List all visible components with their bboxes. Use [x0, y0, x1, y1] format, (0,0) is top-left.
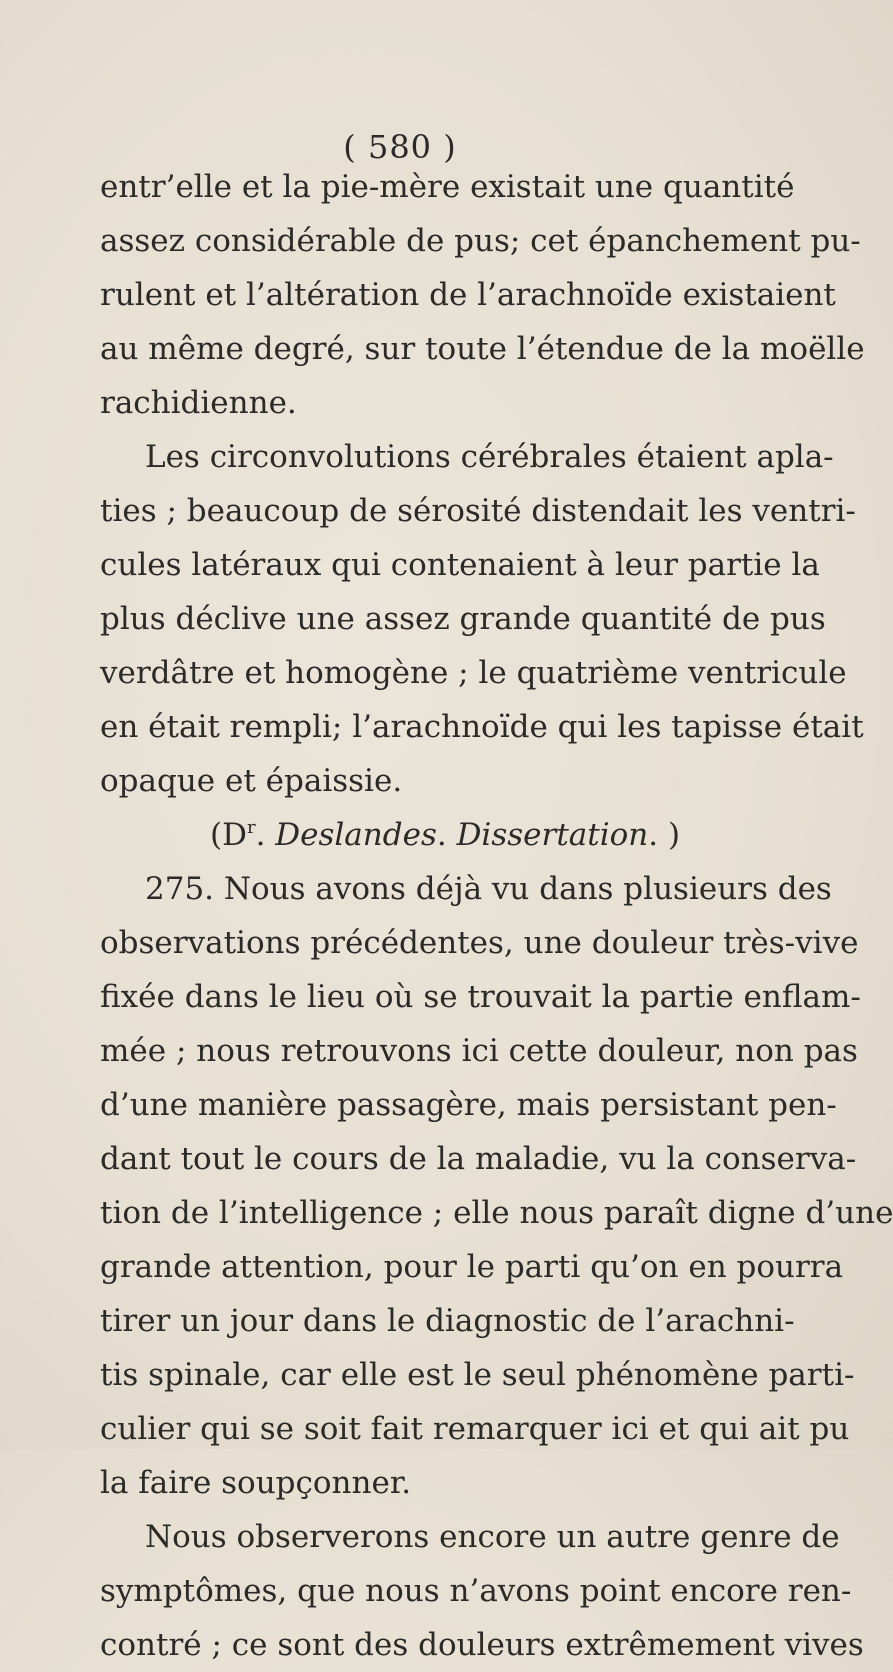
text-line: tion de l’intelligence ; elle nous paraît digne d’une — [100, 1195, 893, 1231]
text-line: verdâtre et homogène ; le quatrième ventricule — [100, 655, 847, 691]
text-line: cules latéraux qui contenaient à leur partie la — [100, 547, 820, 583]
text-line: culier qui se soit fait remarquer ici et qui ait pu — [100, 1411, 850, 1447]
text-line: grande attention, pour le parti qu’on en pourra — [100, 1249, 844, 1285]
citation-dot: . — [255, 817, 276, 853]
text-line: dant tout le cours de la maladie, vu la conserva- — [100, 1141, 857, 1177]
text-line: en était rempli; l’arachnoïde qui les tapisse était — [100, 709, 864, 745]
text-line: rulent et l’altération de l’arachnoïde existaient — [100, 277, 836, 313]
page-body — [100, 160, 893, 1672]
text-line: 275. Nous avons déjà vu dans plusieurs des — [145, 871, 832, 907]
page-number: ( 580 ) — [343, 128, 457, 166]
citation-separator: . — [436, 817, 457, 853]
text-line: contré ; ce sont des douleurs extrêmement vives — [100, 1627, 864, 1663]
text-line: opaque et épaissie. — [100, 763, 403, 799]
text-line: tis spinale, car elle est le seul phénomène parti- — [100, 1357, 855, 1393]
text-line: la faire soupçonner. — [100, 1465, 412, 1501]
text-line: plus déclive une assez grande quantité de pus — [100, 601, 826, 637]
text-line: symptômes, que nous n’avons point encore ren- — [100, 1573, 852, 1609]
text-line: ties ; beaucoup de sérosité distendait les ventri- — [100, 493, 856, 529]
text-line: entr’elle et la pie-mère existait une quantité — [100, 169, 795, 205]
text-line: mée ; nous retrouvons ici cette douleur, non pas — [100, 1033, 858, 1069]
citation-open: (D — [210, 817, 247, 853]
text-line: tirer un jour dans le diagnostic de l’arachni- — [100, 1303, 795, 1339]
text-line: fixée dans le lieu où se trouvait la partie enflam- — [100, 979, 861, 1015]
text-line: au même degré, sur toute l’étendue de la moëlle — [100, 331, 865, 367]
citation-work: Dissertation — [456, 817, 649, 853]
citation-author: Deslandes — [275, 817, 437, 853]
text-line: observations précédentes, une douleur très-vive — [100, 925, 859, 961]
citation-close: . ) — [648, 817, 681, 853]
text-line: Nous observerons encore un autre genre de — [145, 1519, 840, 1555]
text-line: Les circonvolutions cérébrales étaient apla- — [145, 439, 834, 475]
citation-superscript: r — [246, 817, 256, 838]
text-line: rachidienne. — [100, 385, 297, 421]
text-line: assez considérable de pus; cet épanchement pu- — [100, 223, 861, 259]
citation — [100, 808, 768, 862]
text-line: d’une manière passagère, mais persistant pen- — [100, 1087, 837, 1123]
